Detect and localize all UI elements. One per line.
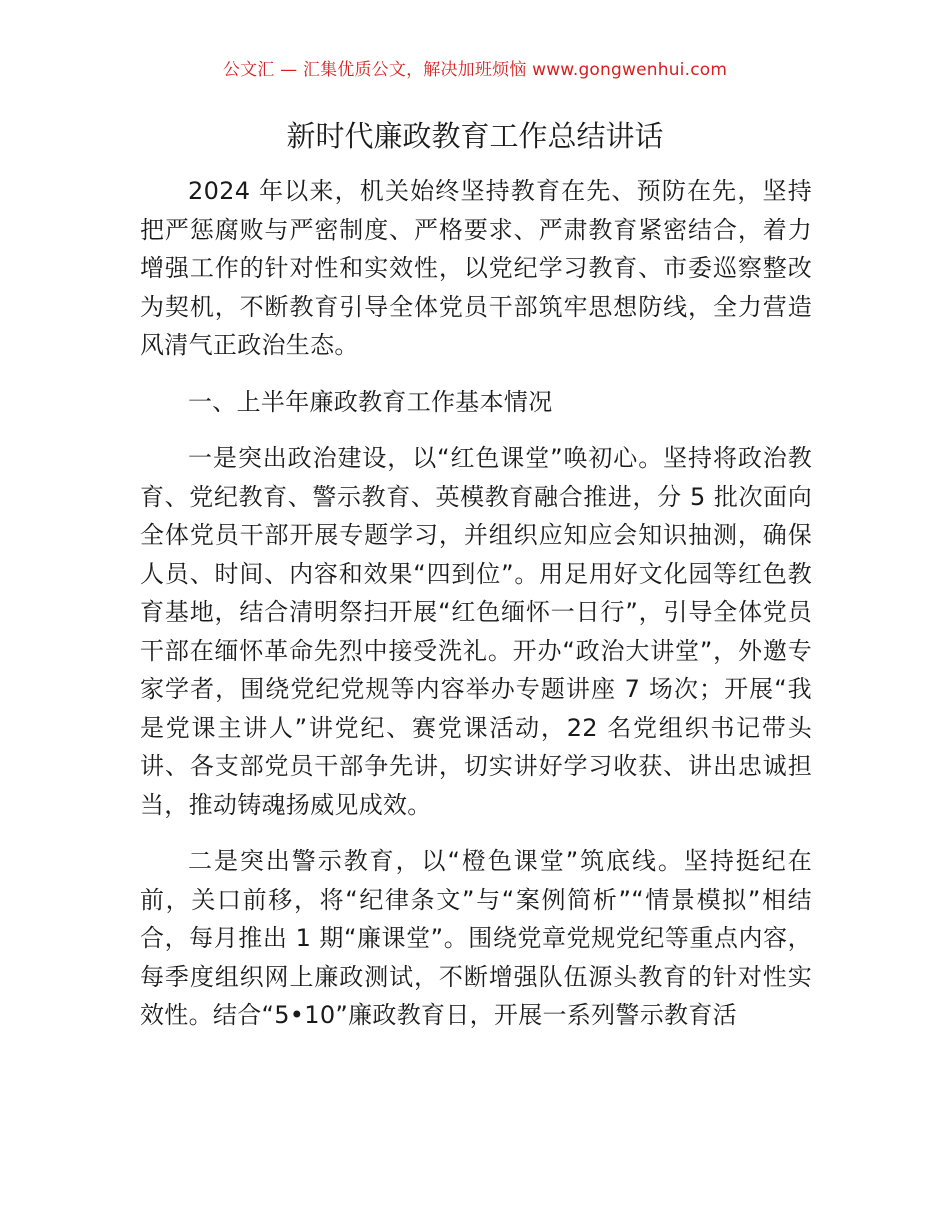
paragraph-warning-education: 二是突出警示教育，以“橙色课堂”筑底线。坚持挺纪在前，关口前移，将“纪律条文”与“案例简析”“情景模拟”相结合，每月推出 1 期“廉课堂”。围绕党章党规党纪等重点内容，每季度组织网上廉政测试，不断增强队伍源头教育的针对性实效性。结合“5•10”廉政教育日，开展一系列警示教育活 xyxy=(140,847,812,1029)
site-banner: 公文汇 — 汇集优质公文，解决加班烦恼 www.gongwenhui.com xyxy=(222,60,728,80)
intro-paragraph: 2024 年以来，机关始终坚持教育在先、预防在先，坚持把严惩腐败与严密制度、严格要求、严肃教育紧密结合，着力增强工作的针对性和实效性，以党纪学习教育、市委巡察整改为契机，不断教育引导全体党员干部筑牢思想防线，全力营造风清气正政治生态。 xyxy=(140,177,812,359)
paragraph-political-building: 一是突出政治建设，以“红色课堂”唤初心。坚持将政治教育、党纪教育、警示教育、英模教育融合推进，分 5 批次面向全体党员干部开展专题学习，并组织应知应会知识抽测，确保人员、时间、内容和效果“四到位”。用足用好文化园等红色教育基地，结合清明祭扫开展“红色缅怀一日行”，引导全体党员干部在缅怀革命先烈中接受洗礼。开办“政治大讲堂”，外邀专家学者，围绕党纪党规等内容举办专题讲座 7 场次；开展“我是党课主讲人”讲党纪、赛党课活动，22 名党组织书记带头讲、各支部党员干部争先讲，切实讲好学习收获、讲出忠诚担当，推动铸魂扬威见成效。 xyxy=(140,444,812,819)
document-body xyxy=(140,172,812,1053)
document-title: 新时代廉政教育工作总结讲话 xyxy=(286,119,664,153)
section-heading-one: 一、上半年廉政教育工作基本情况 xyxy=(188,387,553,416)
